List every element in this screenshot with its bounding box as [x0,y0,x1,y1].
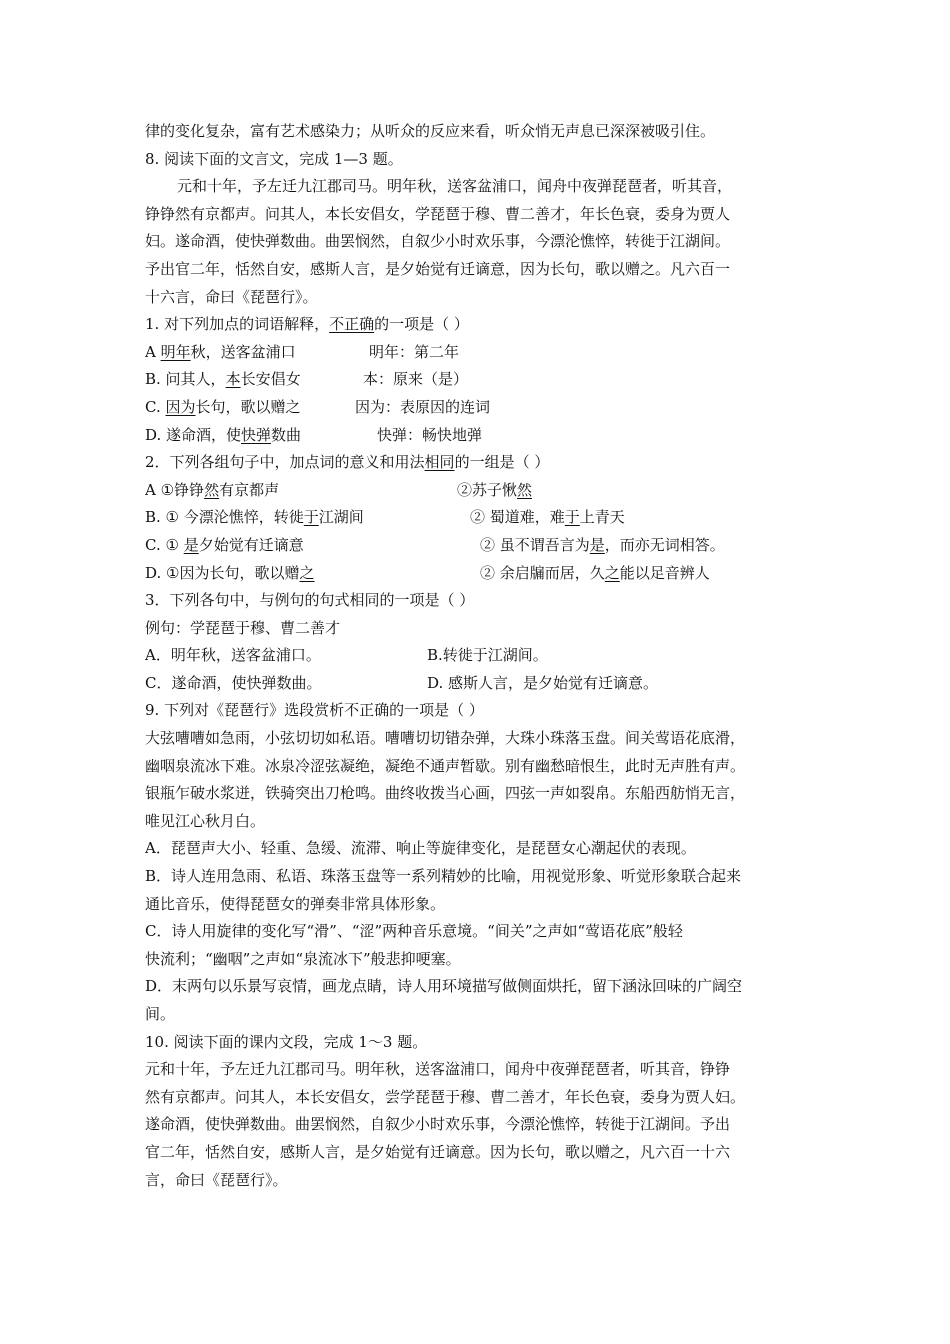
poem-line: 大弦嘈嘈如急雨，小弦切切如私语。嘈嘈切切错杂弹，大珠小珠落玉盘。间关莺语花底滑， [145,729,746,748]
option-explanation: 快弹：畅快地弹 [377,425,483,444]
option-pair-second [480,560,710,588]
option-pair-second [480,532,725,560]
passage-line: 然有京都声。问其人，本长安倡女，尝学琵琶于穆、曹二善才，年长色衰，委身为贾人妇。 [145,1087,746,1106]
option-c [145,394,815,422]
passage-line: 十六言，命曰《琵琶行》。 [145,287,318,306]
passage-line: 元和十年，予左迁九江郡司马。明年秋，送客湓浦口，闻舟中夜弹琵琶者，听其音，铮铮 [145,1060,731,1079]
option-d [145,422,815,450]
option-a [145,339,815,367]
option-explanation: 本：原来（是） [363,370,469,389]
text-segment: B. ① 今漂沦憔悴，转徙 [145,508,304,527]
option-row-ab [145,642,815,670]
text-segment: 的一项是（ ） [374,315,469,334]
underlined-word: 之 [299,563,315,582]
sub-question-2 [145,449,815,477]
text-segment: 有京都声 [219,480,280,499]
option-b-continued: 通比音乐，使得琵琶女的弹奏非常具体形象。 [145,894,446,913]
underlined-word: 明年 [160,342,191,361]
option-d [145,560,815,588]
poem-line: 唯见江心秋月白。 [145,811,266,830]
underlined-word: 之 [604,563,620,582]
text-segment: ② 虽不谓吾言为 [480,535,590,554]
text-segment: 长安倡女 [240,370,301,389]
question-8-heading: 8. 阅读下面的文言文，完成 1—3 题。 [145,149,403,168]
underlined-word: 于 [564,508,580,527]
example-sentence: 例句：学琵琶于穆、曹二善才 [145,618,341,637]
passage-line: 妇。遂命酒，使快弹数曲。曲罢悯然，自叙少小时欢乐事，今漂沦憔悴，转徙于江湖间。 [145,232,731,251]
option-d: D. 感斯人言，是夕始觉有迁谪意。 [427,673,659,692]
passage-line: 元和十年，予左迁九江郡司马。明年秋，送客盆浦口，闻舟中夜弹琵琶者，听其音， [177,177,733,196]
underlined-word: 因为 [165,397,196,416]
option-explanation: 因为：表原因的连词 [355,397,491,416]
option-a: A．明年秋，送客盆浦口。 [145,646,321,665]
text-segment: 夕始觉有迁谪意 [198,535,304,554]
option-c [145,532,815,560]
question-10-heading: 10. 阅读下面的课内文段，完成 1～3 题。 [145,1032,428,1051]
underlined-word: 本 [225,370,241,389]
text-segment: C. [145,397,166,416]
option-pair-second [457,477,532,505]
text-segment: ② 余启牖而居，久 [480,563,605,582]
option-b [145,366,815,394]
passage-line: 遂命酒，使快弹数曲。曲罢悯然，自叙少小时欢乐事，今漂沦憔悴，转徙于江湖间。予出 [145,1115,731,1134]
sub-question-3: 3．下列各句中，与例句的句式相同的一项是（ ） [145,591,475,610]
text-line: 律的变化复杂，富有艺术感染力；从听众的反应来看，听众悄无声息已深深被吸引住。 [145,122,716,140]
text-segment: D. 遂命酒，使 [145,425,242,444]
poem-line: 银瓶乍破水浆迸，铁骑突出刀枪鸣。曲终收拨当心画，四弦一声如裂帛。东船西舫悄无言， [145,784,746,803]
option-b: B．诗人连用急雨、私语、珠落玉盘等一系列精妙的比喻，用视觉形象、听觉形象联合起来 [145,867,742,886]
underlined-word: 是 [183,535,199,554]
underlined-word: 不正确 [329,315,375,334]
passage-line: 铮铮然有京都声。问其人，本长安倡女，学琵琶于穆、曹二善才，年长色衰，委身为贾人 [145,204,731,223]
text-segment: 上青天 [579,508,625,527]
poem-line: 幽咽泉流冰下难。冰泉冷涩弦凝绝，凝绝不通声暂歇。别有幽愁暗恨生，此时无声胜有声。 [145,756,746,775]
text-segment: 1. 对下列加点的词语解释， [145,315,330,334]
text-segment: ，而亦无词相答。 [604,535,725,554]
option-explanation: 明年：第二年 [369,342,460,361]
option-b: B.转徙于江湖间。 [427,646,548,665]
text-segment: 数曲 [271,425,302,444]
underlined-word: 是 [589,535,605,554]
option-c-continued: 快流利；“幽咽”之声如“泉流冰下”般悲抑哽塞。 [145,949,461,968]
text-segment: B. 问其人， [145,370,226,389]
text-segment: ②苏子愀 [457,480,518,499]
text-segment: 2．下列各组句子中，加点词的意义和用法 [145,453,425,472]
option-a: A．琵琶声大小、轻重、急缓、流滞、响止等旋律变化，是琵琶女心潮起伏的表现。 [145,839,696,858]
text-segment: 江湖间 [318,508,364,527]
sub-question-1 [145,311,815,339]
underlined-word: 然 [204,480,220,499]
underlined-word: 快弹 [241,425,272,444]
text-segment: 的一组是（ ） [454,453,550,472]
text-segment: A [145,342,161,361]
text-segment: D. ①因为长句，歌以赠 [145,563,300,582]
underlined-word: 于 [303,508,319,527]
underlined-word: 相同 [424,453,455,472]
option-pair-second [470,504,625,532]
option-d: D．末两句以乐景写哀情，画龙点睛，诗人用环境描写做侧面烘托，留下涵泳回味的广阔空 [145,977,743,996]
text-segment: C. ① [145,535,184,554]
text-segment: A ①铮铮 [145,480,205,499]
option-c: C．遂命酒，使快弹数曲。 [145,673,322,692]
text-segment: 能以足音辨人 [619,563,710,582]
option-c: C．诗人用旋律的变化写“滑”、“涩”两种音乐意境。“间关”之声如“莺语花底”般轻 [145,922,683,941]
text-segment: 秋，送客盆浦口 [190,342,296,361]
option-b [145,504,815,532]
option-row-cd [145,670,815,698]
option-a [145,477,815,505]
text-segment: ② 蜀道难，难 [470,508,565,527]
question-9-heading: 9. 下列对《琵琶行》选段赏析不正确的一项是（ ） [145,701,484,720]
option-d-continued: 间。 [145,1005,176,1023]
text-segment: 长句，歌以赠之 [195,397,301,416]
underlined-word: 然 [517,480,533,499]
document-body [145,118,815,1194]
passage-line: 言，命曰《琵琶行》。 [145,1170,288,1189]
passage-line: 官二年，恬然自安，感斯人言，是夕始觉有迁谪意。因为长句，歌以赠之，凡六百一十六 [145,1142,731,1161]
passage-line: 予出官二年，恬然自安，感斯人言，是夕始觉有迁谪意，因为长句，歌以赠之。凡六百一 [145,259,731,278]
